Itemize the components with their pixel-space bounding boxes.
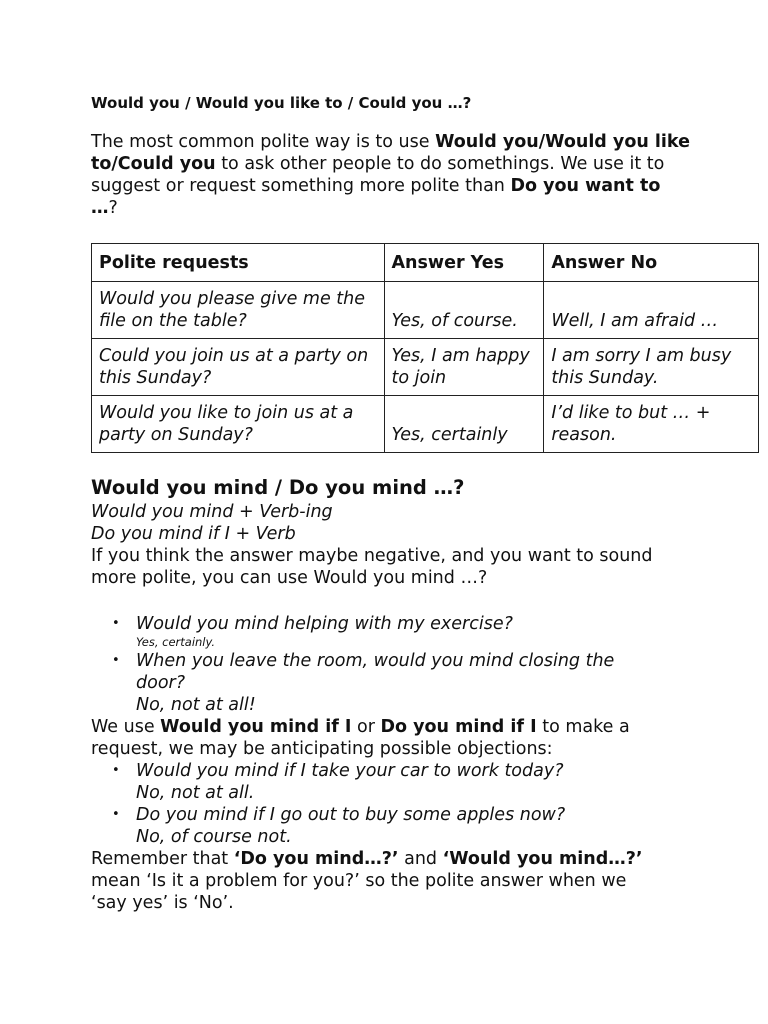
answer-no-cell: Well, I am afraid … bbox=[544, 282, 759, 339]
example-list-2 bbox=[91, 760, 761, 848]
request-cell: Would you like to join us at a party on Sunday? bbox=[92, 396, 385, 453]
polite-requests-table bbox=[91, 243, 759, 453]
bullet-icon: • bbox=[112, 653, 120, 668]
section-heading-would-you-mind: Would you mind / Do you mind …? bbox=[91, 476, 465, 499]
example-question: Would you mind if I take your car to work today? bbox=[136, 761, 564, 781]
answer-no-cell: I’d like to but … + reason. bbox=[544, 396, 759, 453]
intro-text-3: ? bbox=[108, 198, 118, 218]
header-polite-requests: Polite requests bbox=[92, 244, 385, 282]
intro-text-2: to ask other people to do somethings. We use it to suggest or request something more polite than bbox=[91, 154, 665, 196]
answer-yes-cell: Yes, I am happy to join bbox=[384, 339, 544, 396]
formula-do-you-mind: Do you mind if I + Verb bbox=[91, 524, 296, 544]
list-item bbox=[91, 760, 761, 804]
list-item bbox=[91, 613, 761, 650]
remember-bold-2: ‘Would you mind…?’ bbox=[442, 849, 643, 869]
remember-text-2: and bbox=[398, 849, 443, 869]
example-list-1 bbox=[91, 613, 761, 716]
request-cell: Would you please give me the file on the table? bbox=[92, 282, 385, 339]
request-text-2: or bbox=[351, 717, 381, 737]
bullet-icon: • bbox=[112, 807, 120, 822]
bullet-icon: • bbox=[112, 616, 120, 631]
header-answer-no: Answer No bbox=[544, 244, 759, 282]
document-content bbox=[91, 93, 761, 914]
request-text-1: We use bbox=[91, 717, 161, 737]
example-question: Do you mind if I go out to buy some apples now? bbox=[136, 805, 566, 825]
example-answer: Yes, certainly. bbox=[136, 635, 216, 649]
table-row bbox=[92, 339, 759, 396]
remember-paragraph bbox=[91, 848, 661, 914]
list-item bbox=[91, 804, 761, 848]
example-answer: No, not at all! bbox=[136, 695, 256, 715]
list-item bbox=[91, 650, 636, 716]
request-bold-1: Would you mind if I bbox=[160, 717, 352, 737]
remember-text-3: mean ‘Is it a problem for you?’ so the polite answer when we ‘say yes’ is ‘No’. bbox=[91, 871, 627, 913]
example-answer: No, not at all. bbox=[136, 783, 255, 803]
answer-no-cell: I am sorry I am busy this Sunday. bbox=[544, 339, 759, 396]
bullet-icon: • bbox=[112, 763, 120, 778]
request-cell: Could you join us at a party on this Sunday? bbox=[92, 339, 385, 396]
example-question: Would you mind helping with my exercise? bbox=[136, 614, 513, 634]
intro-text-1: The most common polite way is to use bbox=[91, 132, 436, 152]
remember-bold-1: ‘Do you mind…?’ bbox=[233, 849, 399, 869]
answer-yes-cell: Yes, certainly bbox=[384, 396, 544, 453]
explanation-paragraph: If you think the answer maybe negative, and you want to sound more polite, you can use Would you mind …? bbox=[91, 546, 653, 588]
example-question: When you leave the room, would you mind closing the door? bbox=[136, 651, 615, 693]
header-answer-yes: Answer Yes bbox=[384, 244, 544, 282]
intro-bold-2: Do you want to … bbox=[91, 176, 661, 218]
request-paragraph bbox=[91, 716, 671, 760]
table-row bbox=[92, 282, 759, 339]
intro-bold-1: Would you/Would you like to/Could you bbox=[91, 132, 690, 174]
request-text-3: to make a request, we may be anticipating possible objections: bbox=[91, 717, 630, 759]
remember-text-1: Remember that bbox=[91, 849, 234, 869]
formula-would-you-mind: Would you mind + Verb-ing bbox=[91, 502, 333, 522]
intro-paragraph bbox=[91, 131, 691, 219]
table-row bbox=[92, 396, 759, 453]
section-heading-would-you: Would you / Would you like to / Could you …? bbox=[91, 94, 472, 112]
request-bold-2: Do you mind if I bbox=[380, 717, 537, 737]
table-header-row bbox=[92, 244, 759, 282]
example-answer: No, of course not. bbox=[136, 827, 292, 847]
answer-yes-cell: Yes, of course. bbox=[384, 282, 544, 339]
spacer bbox=[91, 589, 761, 613]
